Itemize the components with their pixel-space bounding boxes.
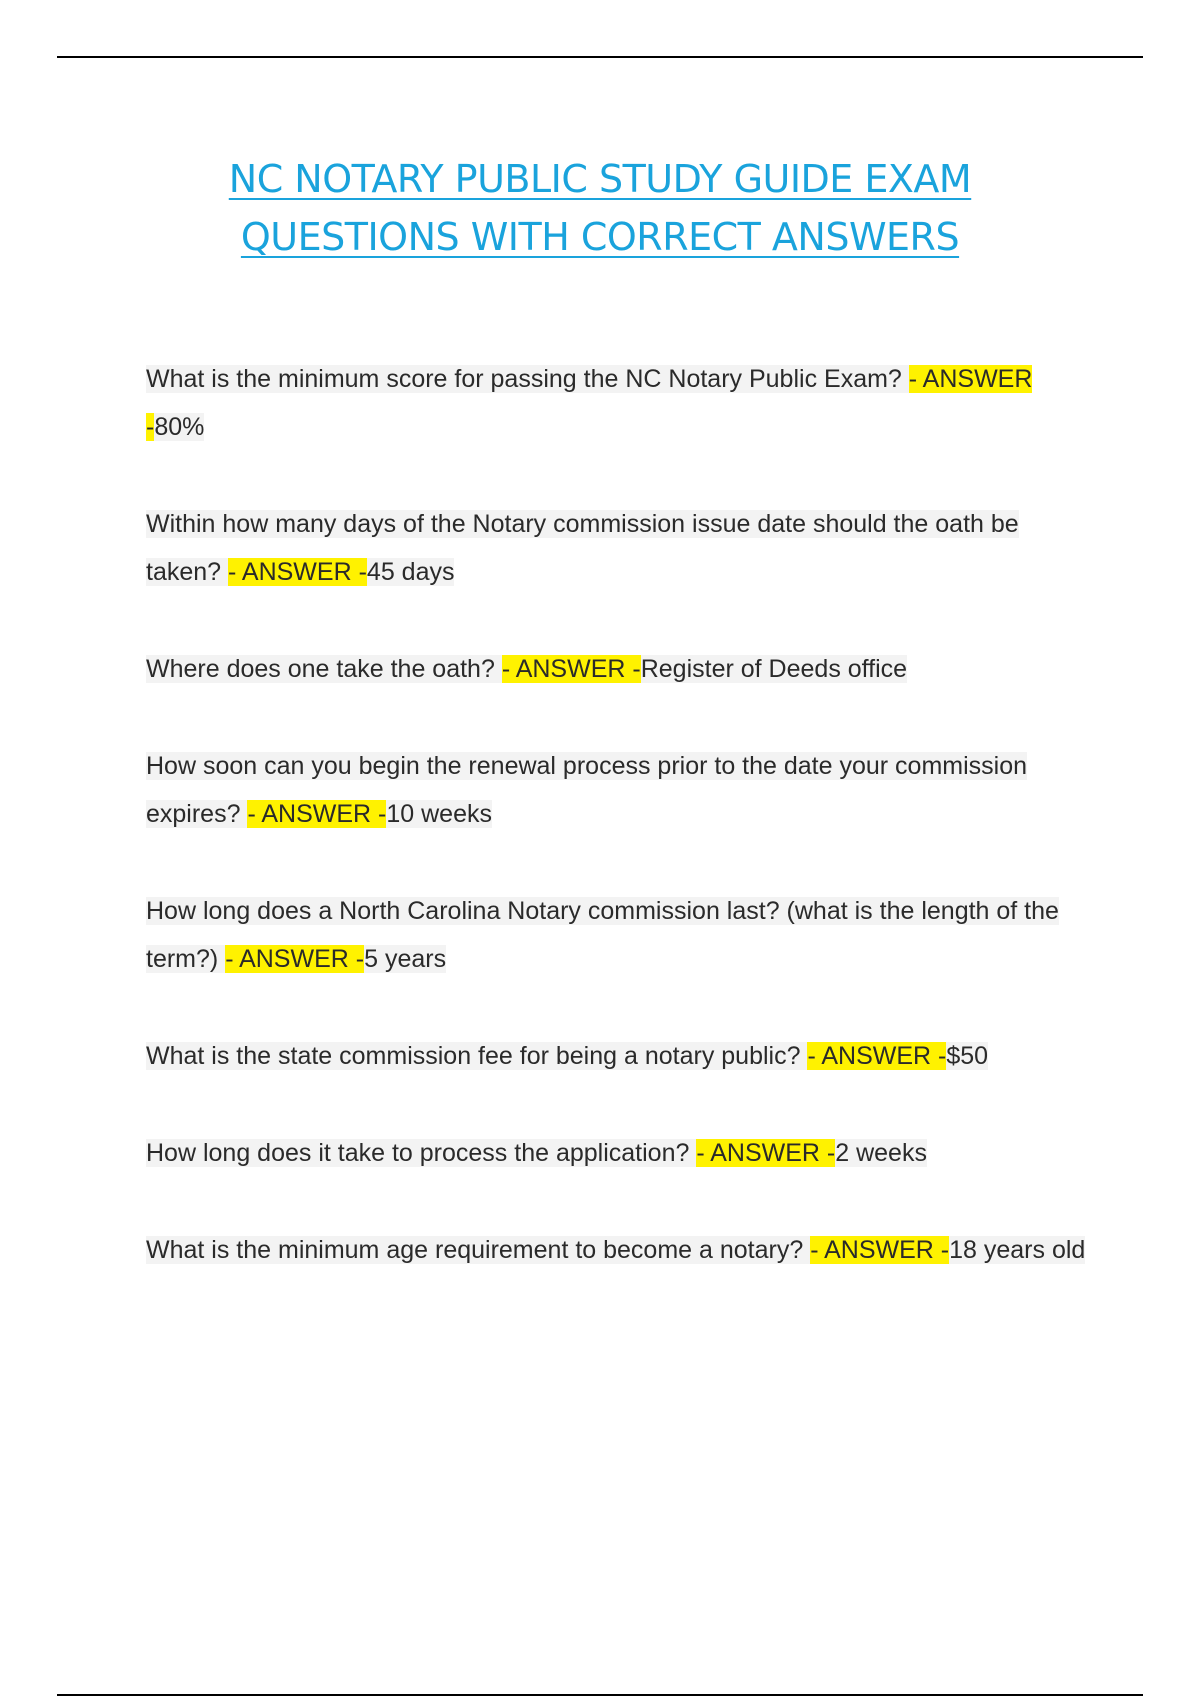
question-text: How soon can you begin the renewal process prior to the date your commission expires? <box>146 752 1028 828</box>
question-text: How long does it take to process the application? <box>146 1139 697 1167</box>
question-text: What is the state commission fee for being a notary public? <box>146 1042 808 1070</box>
qa-item <box>146 1129 1086 1177</box>
qa-item <box>146 742 1086 838</box>
top-rule <box>57 56 1143 58</box>
question-text: How long does a North Carolina Notary commission last? (what is the length of the term?) <box>146 897 1059 973</box>
qa-item <box>146 1226 1086 1274</box>
answer-marker: - ANSWER - <box>807 1042 947 1070</box>
answer-marker: - ANSWER - <box>810 1236 950 1264</box>
question-text: Where does one take the oath? <box>146 655 502 683</box>
qa-list <box>146 355 1086 1323</box>
answer-text: Register of Deeds office <box>640 655 908 683</box>
answer-marker: - ANSWER - <box>146 365 1033 441</box>
question-text: What is the minimum age requirement to become a notary? <box>146 1236 811 1264</box>
qa-item <box>146 645 1086 693</box>
qa-item <box>146 500 1086 596</box>
answer-marker: - ANSWER - <box>696 1139 836 1167</box>
qa-item <box>146 1032 1086 1080</box>
answer-text: 2 weeks <box>835 1139 927 1167</box>
answer-text: 10 weeks <box>386 800 492 828</box>
answer-text: 18 years old <box>949 1236 1086 1264</box>
answer-marker: - ANSWER - <box>501 655 641 683</box>
question-text: Within how many days of the Notary commission issue date should the oath be taken? <box>146 510 1019 586</box>
answer-marker: - ANSWER - <box>225 945 365 973</box>
answer-text: 5 years <box>364 945 447 973</box>
bottom-rule <box>57 1694 1143 1696</box>
answer-text: 80% <box>154 413 205 441</box>
title-line-1: NC NOTARY PUBLIC STUDY GUIDE EXAM <box>228 157 972 201</box>
answer-text: 45 days <box>366 558 455 586</box>
title-line-2: QUESTIONS WITH CORRECT ANSWERS <box>240 215 960 259</box>
answer-marker: - ANSWER - <box>247 800 387 828</box>
answer-text: $50 <box>946 1042 989 1070</box>
answer-marker: - ANSWER - <box>228 558 367 586</box>
qa-item <box>146 887 1086 983</box>
document-title <box>120 150 1080 266</box>
question-text: What is the minimum score for passing the NC Notary Public Exam? <box>146 365 909 393</box>
qa-item <box>146 355 1086 451</box>
